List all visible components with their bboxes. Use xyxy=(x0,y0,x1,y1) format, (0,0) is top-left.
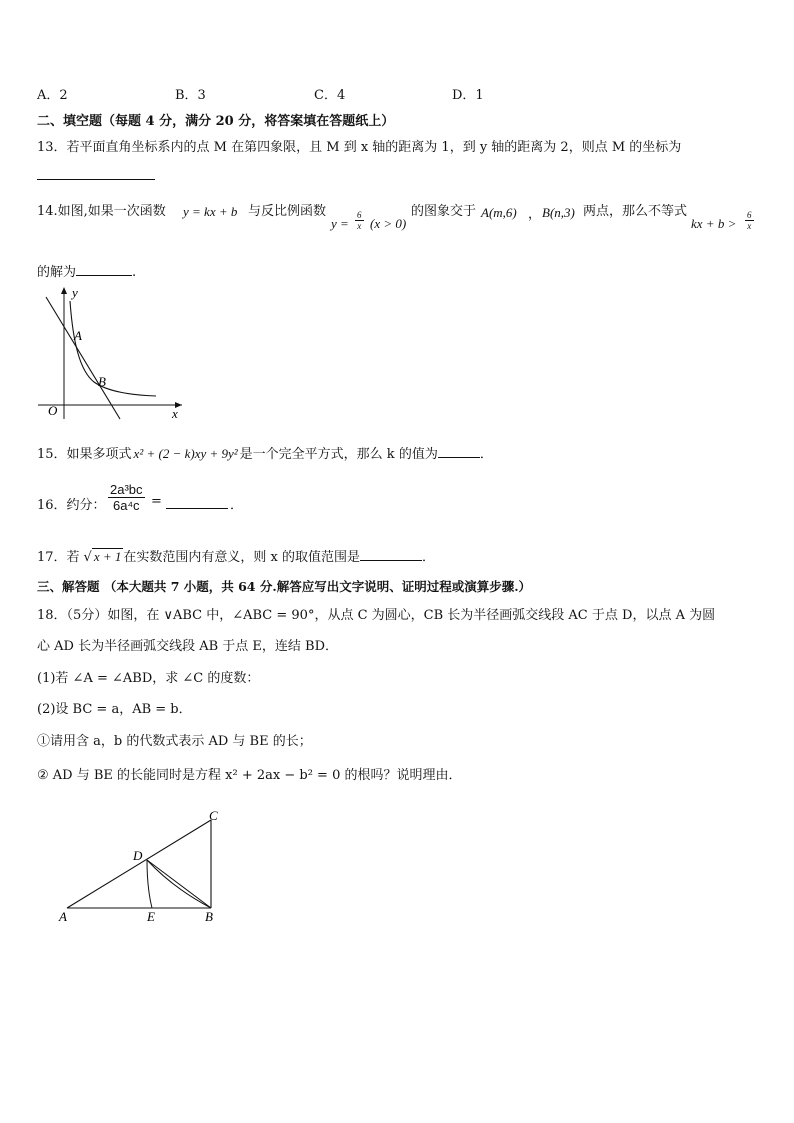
q15-answer-blank[interactable] xyxy=(438,445,480,458)
graph-point-b-label: B xyxy=(98,374,106,389)
q17-text xyxy=(37,546,435,565)
q18-part2: (2)设 BC = a，AB = b． xyxy=(37,702,192,717)
q14-line2-text: 的解为 xyxy=(37,265,77,280)
q18-line2: 心 AD 长为半径画弧交线段 AB 于点 E，连结 BD． xyxy=(37,639,339,654)
q14-graph xyxy=(36,283,186,423)
q18-sub2: ② AD 与 BE 的长能同时是方程 x² + 2ax − b² = 0 的根吗？说明理由． xyxy=(37,768,462,783)
q14-ineq-den: x xyxy=(747,221,752,231)
q14-line2 xyxy=(37,261,136,280)
q14-recip-num: 6 xyxy=(357,210,362,220)
y-axis-arrow-icon xyxy=(61,287,67,294)
q14-line2-end: . xyxy=(132,265,137,280)
graph-point-a-label: A xyxy=(74,328,82,343)
q15-suffix: 是一个完全平方式，那么 k 的值为 xyxy=(239,447,438,462)
figure-e-label: E xyxy=(147,909,155,924)
q16-denominator: 6a⁴c xyxy=(112,498,140,513)
option-b: B．3 xyxy=(175,88,206,103)
q16-equals: = xyxy=(151,494,162,509)
option-a: A．2 xyxy=(37,88,68,103)
q14-linear-function: y = kx + b xyxy=(183,204,238,219)
graph-y-label: y xyxy=(72,285,78,300)
q14-line1 xyxy=(37,198,767,238)
q16-numerator: 2a³bc xyxy=(110,482,143,497)
q14-point-a: A(m,6) xyxy=(481,205,517,220)
q14-inequality-fraction xyxy=(745,210,754,231)
q14-point-b: B(n,3) xyxy=(542,205,575,220)
section3-title: 三、解答题 （本大题共 7 小题，共 64 分.解答应写出文字说明、证明过程或演算步骤.） xyxy=(37,579,532,594)
option-c: C．4 xyxy=(314,88,346,103)
q13-text: 13．若平面直角坐标系内的点 M 在第四象限，且 M 到 x 轴的距离为 1，到 y 轴的距离为 2，则点 M 的坐标为 xyxy=(37,140,682,155)
q17-prefix: 17．若 xyxy=(37,550,80,565)
q14-inequality-lhs: kx + b > xyxy=(691,216,737,231)
q16-fraction xyxy=(108,482,145,513)
q14-recip-condition: (x > 0) xyxy=(370,216,407,231)
q13-answer-blank[interactable] xyxy=(37,167,155,180)
segment-bd xyxy=(147,860,211,908)
q17-answer-blank[interactable] xyxy=(360,548,422,561)
figure-c-label: C xyxy=(209,808,218,823)
q16-end: ． xyxy=(230,498,244,513)
q15-polynomial: x² + (2 − k)xy + 9y² xyxy=(133,446,238,461)
graph-origin-label: O xyxy=(48,403,58,418)
arc-a-center xyxy=(147,860,152,908)
section2-title: 二、填空题（每题 4 分，满分 20 分，将答案填在答题纸上） xyxy=(37,114,395,129)
q15-end: ． xyxy=(479,447,493,462)
q14-mid3: 两点，那么不等式 xyxy=(583,204,688,219)
q18-figure xyxy=(55,808,230,926)
q14-recip-lhs: y = xyxy=(331,216,349,231)
graph-x-label: x xyxy=(172,406,178,421)
figure-a-label: A xyxy=(59,909,67,924)
figure-d-label: D xyxy=(133,848,143,863)
q18-sub1: ①请用含 a，b 的代数式表示 AD 与 BE 的长； xyxy=(37,734,312,749)
q16-prefix: 16．约分： xyxy=(37,498,106,513)
q18-part1: (1)若 ∠A = ∠ABD，求 ∠C 的度数： xyxy=(37,671,260,686)
q16-answer-blank[interactable] xyxy=(166,496,228,509)
q14-mid1: 与反比例函数 xyxy=(248,204,327,219)
q14-recip-fraction xyxy=(355,210,364,231)
figure-b-label: B xyxy=(205,909,213,924)
q14-sep: ， xyxy=(528,207,542,222)
q14-answer-blank[interactable] xyxy=(76,263,132,276)
q15-prefix: 15．如果多项式 xyxy=(37,447,132,462)
sqrt-icon: √ xyxy=(83,550,92,565)
q14-ineq-num: 6 xyxy=(747,210,752,220)
q14-recip-den: x xyxy=(357,221,362,231)
linear-function-line xyxy=(46,297,120,419)
q17-suffix: 在实数范围内有意义，则 x 的取值范围是 xyxy=(123,550,360,565)
q14-prefix: 14.如图,如果一次函数 xyxy=(37,204,166,219)
q17-end: ． xyxy=(422,550,436,565)
reciprocal-curve xyxy=(70,301,156,396)
q14-mid2: 的图象交于 xyxy=(411,204,477,219)
q18-line1: 18．（5分）如图，在 ∨ABC 中，∠ABC = 90°，从点 C 为圆心，CB 长为半径画弧交线段 AC 于点 D，以点 A 为圆 xyxy=(37,608,716,623)
option-d: D．1 xyxy=(452,88,484,103)
q17-radicand: x + 1 xyxy=(93,549,122,564)
q15-text xyxy=(37,443,493,462)
